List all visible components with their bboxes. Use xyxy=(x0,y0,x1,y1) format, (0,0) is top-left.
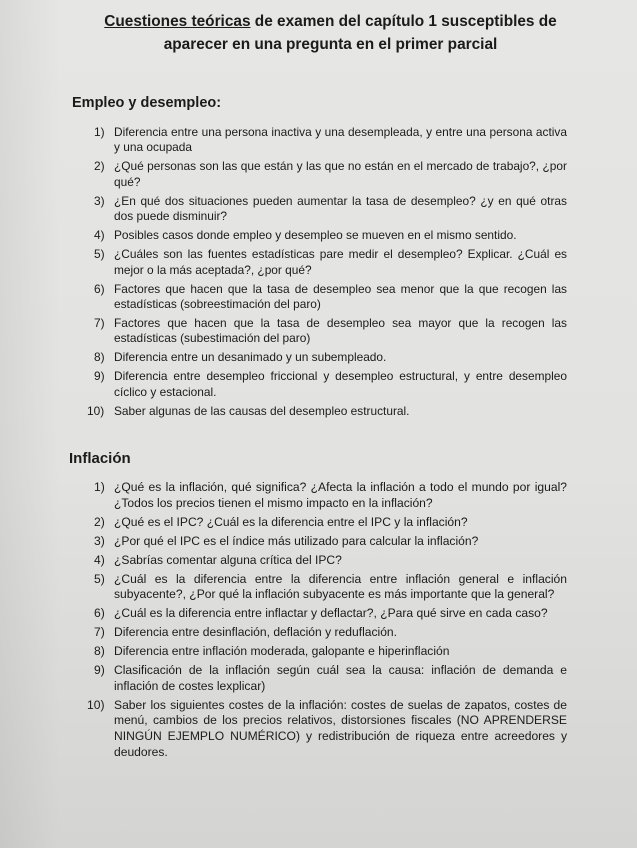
question-list-inflacion xyxy=(84,480,567,760)
section-heading-inflacion: Inflación xyxy=(69,450,131,468)
item-text: ¿Sabrías comentar alguna crítica del IPC? xyxy=(114,552,342,567)
list-item xyxy=(84,282,567,313)
title-rest: de examen del capítulo 1 susceptibles de aparecer en una pregunta en el primer parcial xyxy=(163,13,557,53)
item-number: 4) xyxy=(94,228,105,243)
item-number: 8) xyxy=(94,350,105,365)
item-text: Saber los siguientes costes de la inflación: costes de suelas de zapatos, costes de menú, cambios de los precios relativos, distorsiones fiscales (NO APRENDERSE NINGÚN EJEMPLO NUMÉRICO) y redistribución de riqueza entre acreedores y deudores. xyxy=(114,697,567,759)
list-item xyxy=(84,369,567,400)
list-item xyxy=(84,194,567,225)
item-number: 6) xyxy=(94,281,105,296)
item-text: Posibles casos donde empleo y desempleo se mueven en el mismo sentido. xyxy=(114,228,517,243)
list-item xyxy=(84,644,567,660)
item-text: Clasificación de la inflación según cuál sea la causa: inflación de demanda e inflación de costes lexplicar) xyxy=(114,663,567,693)
list-item xyxy=(84,534,567,550)
list-item xyxy=(84,228,567,243)
item-number: 1) xyxy=(94,480,105,495)
list-item xyxy=(84,606,567,622)
list-item xyxy=(84,663,567,694)
item-number: 9) xyxy=(94,663,105,678)
item-number: 1) xyxy=(94,125,105,139)
list-item xyxy=(84,404,567,419)
item-text: ¿Cuál es la diferencia entre inflactar y deflactar?, ¿Para qué sirve en cada caso? xyxy=(114,606,548,621)
item-text: ¿Qué es la inflación, qué significa? ¿Afecta la inflación a todo el mundo por igual? ¿Todos los precios tienen el mismo impacto en la inflación? xyxy=(114,480,567,510)
item-number: 7) xyxy=(94,625,105,640)
item-text: ¿Qué personas son las que están y las que no están en el mercado de trabajo?, ¿por qué? xyxy=(114,159,567,189)
item-text: Diferencia entre desinflación, deflación y reduflación. xyxy=(114,625,398,640)
item-number: 6) xyxy=(94,606,105,621)
list-item xyxy=(84,159,567,190)
item-text: Saber algunas de las causas del desempleo estructural. xyxy=(114,403,410,418)
item-number: 10) xyxy=(87,403,105,418)
document-title xyxy=(86,10,575,56)
item-text: ¿En qué dos situaciones pueden aumentar la tasa de desempleo? ¿y en qué otras dos puede disminuir? xyxy=(114,193,567,224)
item-text: ¿Cuáles son las fuentes estadísticas pare medir el desempleo? Explicar. ¿Cuál es mejor o la más aceptada?, ¿por qué? xyxy=(114,247,567,277)
item-text: ¿Cuál es la diferencia entre la diferencia entre inflación general e inflación subyacente?, ¿Por qué la inflación subyacente es más importante que la general? xyxy=(114,571,567,602)
item-text: Diferencia entre desempleo friccional y desempleo estructural, y entre desempleo cíclico y estacional. xyxy=(114,369,567,399)
list-item xyxy=(84,698,567,760)
list-item xyxy=(84,625,567,641)
item-number: 2) xyxy=(94,159,105,174)
item-number: 4) xyxy=(94,552,105,567)
item-number: 8) xyxy=(94,644,105,659)
title-underlined: Cuestiones teóricas xyxy=(104,13,251,30)
item-text: Factores que hacen que la tasa de desempleo sea mayor que la recogen las estadísticas (subestimación del paro) xyxy=(114,316,567,346)
item-number: 3) xyxy=(94,193,105,208)
list-item xyxy=(84,572,567,603)
item-number: 7) xyxy=(94,316,105,331)
item-number: 10) xyxy=(87,697,105,712)
list-item xyxy=(84,350,567,365)
item-text: Factores que hacen que la tasa de desempleo sea menor que la que recogen las estadísticas (sobreestimación del paro) xyxy=(114,281,567,312)
item-number: 5) xyxy=(94,247,105,262)
item-number: 5) xyxy=(94,571,105,586)
item-text: Diferencia entre inflación moderada, galopante e hiperinflación xyxy=(114,644,450,659)
item-text: Diferencia entre una persona inactiva y una desempleada, y entre una persona activa y una ocupada xyxy=(114,125,567,155)
item-text: ¿Qué es el IPC? ¿Cuál es la diferencia entre el IPC y la inflación? xyxy=(114,514,468,529)
page-shadow xyxy=(0,0,60,848)
section-heading-empleo: Empleo y desempleo: xyxy=(72,95,222,111)
item-number: 3) xyxy=(94,533,105,548)
list-item xyxy=(84,247,567,278)
item-number: 2) xyxy=(94,514,105,529)
item-text: ¿Por qué el IPC es el índice más utilizado para calcular la inflación? xyxy=(114,533,479,548)
question-list-empleo xyxy=(84,125,567,419)
list-item xyxy=(84,553,567,569)
list-item xyxy=(84,515,567,531)
list-item xyxy=(84,125,567,156)
item-text: Diferencia entre un desanimado y un subempleado. xyxy=(114,350,387,365)
list-item xyxy=(84,316,567,347)
list-item xyxy=(84,480,567,511)
item-number: 9) xyxy=(94,369,105,384)
